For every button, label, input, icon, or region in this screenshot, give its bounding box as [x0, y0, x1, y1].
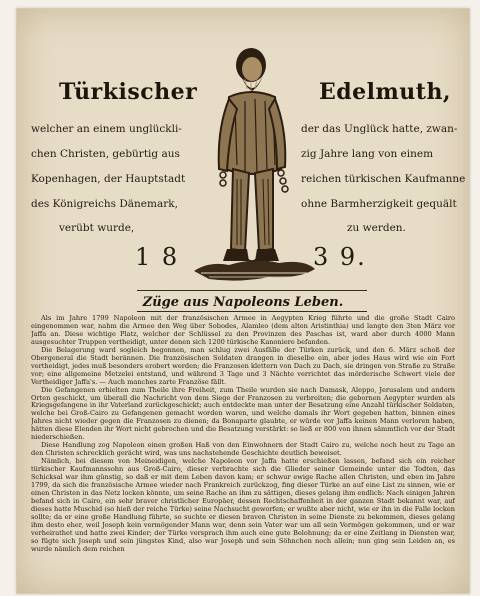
story-paragraph: Nämlich, bei diesem von Meineidigen, welche Napoleon vor Jaffa hatte erschießen lassen, befand sich ein reicher türkischer Kaufmannssohn aus Groß-Cairo, dieser verbrachte sich die Glieder seiner Gemeinde unter die Todten, das Schicksal war ihm günstig, so daß er mit dem Leben davon kam; er schwur ewige Rache allen Christen, und eben im Jahre 1799, da sich die französische Armee wieder nach Frankreich zurückzog, fing dieser Türke an auf eine List zu sinnen, wie er einen Christen in das Netz locken könnte, um seine Rache an ihm zu sättigen, dieses gelang ihm endlich: Nach einigen Jahren befand sich in Cairo, ein sehr braver christlicher Europäer, dessen Rechtschaffenheit in der ganzen Stadt bekannt war, auf dieses hatte Muschid (so hieß der reiche Türke) seine Nachsucht geworfen; er wußte aber nicht, wie er ihn in die Falle locken sollte; da er eine große Handlung führte, so suchte er diesen braven Christen in seine Dienste zu bekommen, dieses gelang ihm desto eher, weil Joseph kein vermögender Mann war, denn sein Vater war um all sein Vermögen gekommen, und er war verheirathet und hatte zwei Kinder; der Türke versprach ihm auch eine gute Belohnung; da er eine Zeitlang in Diensten war, so fügte sich Joseph und sein jüngstes Kind, also war Joseph und sein Söhnchen noch allein; nun ging sein Leiden an, es wurde nämlich dem reichen	[31, 457, 455, 553]
story-text	[31, 315, 455, 585]
intro-right-line: reichen türkischen Kaufmanne	[301, 173, 466, 185]
intro-left-line: welcher an einem unglückli-	[31, 123, 182, 135]
story-paragraph: Die Gefangenen erhielten zum Theile ihre Freiheit, zum Theile wurden sie nach Damask, Aleppo, Jerusalem und andern Orten geschickt, um überall die Nachricht von dem Siege der Franzosen zu verbreiten; die gebornen Aegypter wurden als Kriegsgefangene in ihr Vaterland zurückgeschickt; auch entdeckte man unter der Besatzung eine Anzahl türkischer Soldaten, welche bei Groß-Cairo zu Gefangenen gemacht worden waren, und welche damals ihr Wort gegeben hatten, binnen eines Jahres nicht wieder gegen die Franzosen zu dienen; da Bonaparte glaubte, er würde vor Jaffa keinen Mann verloren haben, hätten diese Elenden ihr Wort nicht gebrochen und die Besatzung verstärkt: so ließ er 800 von ihnen sämmtlich vor der Stadt niederschießen.	[31, 385, 455, 442]
story-paragraph: Als im Jahre 1799 Napoleon mit der französischen Armee in Aegypten Krieg führte und die große Stadt Cairo eingenommen war, nahm die Armee den Weg über Sobodes, Alamleo (dem alten Aristinthia) und langte den 3ten März vor Jaffa an. Diese wichtige Platz, welcher der Schlüssel zu den Provinzen des Paschas ist, ward aber durch 4000 Mann ausgesuchter Truppen vertheidigt, unter denen sich 1200 türkische Kanoniere befanden.	[31, 315, 455, 346]
story-paragraph: Diese Handlung zog Napoleon einen großen Haß von den Einwohnern der Stadt Cairo zu, welche noch heut zu Tage an den Christen schrecklich gerächt wird, was uns nachstehende Geschichte deutlich beweiset.	[31, 441, 455, 458]
year-left: 1 8	[135, 243, 180, 271]
divider-rule	[137, 311, 367, 312]
intro-right-line: zig Jahre lang von einem	[301, 148, 434, 160]
title-right: Edelmuth,	[319, 79, 452, 105]
chained-man-woodcut	[189, 39, 319, 289]
intro-right-line: zu werden.	[347, 222, 406, 234]
year-right: 3 9.	[313, 243, 367, 271]
divider-rule	[137, 290, 367, 291]
story-paragraph: Die Belagerung ward sogleich begonnen, man schlug zwei Ausfälle der Türken zurück, und den 6. März schoß der Obergeneral die Stadt berännen. Die französischen Soldaten drangen in dieselbe ein, aber jedes Haus wird wie ein Fort vertheidigt, jedes muß besonders erobert werden; die Franzosen klettern von Dach zu Dach, sie dringen von Straße zu Straße vor; eine allgemeine Metzelei entstand, und während 3 Tage und 3 Nächte verrichtet das mörderische Schwert viele der Vertheidiger Jaffa's. — Auch manches zarte Französe fällt.	[31, 345, 455, 386]
intro-left-line: des Königreichs Dänemark,	[31, 198, 178, 210]
intro-right-line: ohne Barmherzigkeit gequält	[301, 198, 457, 210]
intro-left-line: verübt wurde,	[59, 222, 135, 234]
intro-left-line: Kopenhagen, der Hauptstadt	[31, 173, 186, 185]
intro-left-line: chen Christen, gebürtig aus	[31, 148, 180, 160]
broadside-sheet	[16, 8, 470, 594]
section-title: Züge aus Napoleons Leben.	[142, 295, 344, 310]
intro-right-line: der das Unglück hatte, zwan-	[301, 123, 458, 135]
title-left: Türkischer	[59, 79, 198, 105]
